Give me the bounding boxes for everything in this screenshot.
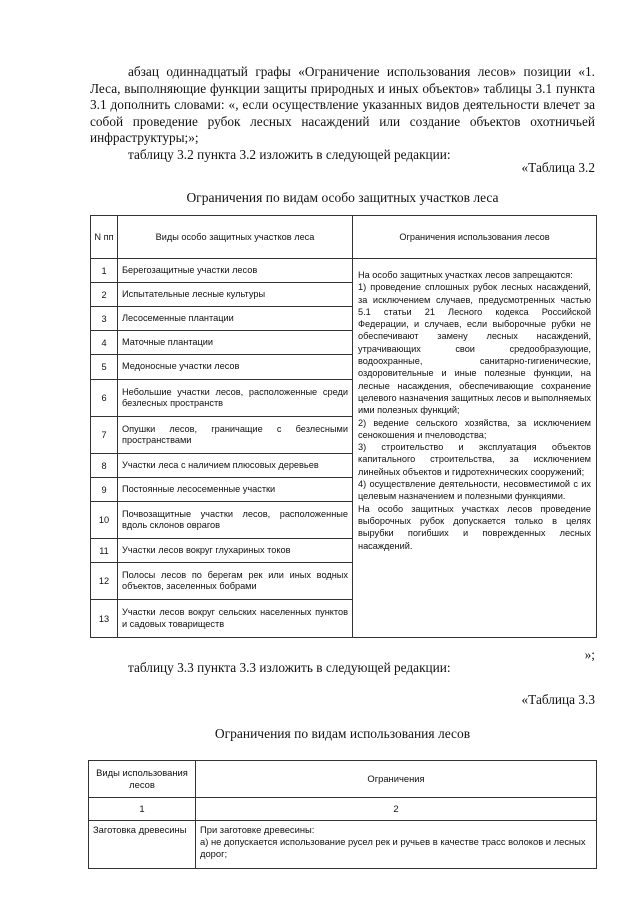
row-kind: Опушки лесов, граничащие с безлесными пространствами <box>118 417 353 454</box>
row-kind: Участки леса с наличием плюсовых деревьев <box>118 454 353 478</box>
row-number: 6 <box>91 380 118 417</box>
table-row <box>89 821 597 869</box>
table-3-2 <box>90 215 597 638</box>
row-number: 9 <box>91 478 118 502</box>
row-number: 10 <box>91 502 118 539</box>
row-kind: Постоянные лесосеменные участки <box>118 478 353 502</box>
restrictions-intro: При заготовке древесины: <box>200 824 315 835</box>
restrictions-text: 3) строительство и эксплуатация объектов капитального строительства, за исключением линейных объектов и гидротехнических сооружений; <box>358 442 591 477</box>
row-number: 1 <box>91 259 118 283</box>
column-number-row <box>89 798 597 821</box>
row-usage-kind: Заготовка древесины <box>89 821 196 869</box>
column-number: 1 <box>89 798 196 821</box>
row-kind: Участки лесов вокруг сельских населенных пунктов и садовых товариществ <box>118 600 353 638</box>
row-kind: Берегозащитные участки лесов <box>118 259 353 283</box>
restrictions-text: На особо защитных участках лесов запрещаются: <box>358 270 573 280</box>
intro-paragraph-2: таблицу 3.2 пункта 3.2 изложить в следующей редакции: <box>128 147 451 162</box>
header-usage-kind: Виды использования лесов <box>89 761 196 798</box>
restrictions-item: а) не допускается использование русел рек и ручьев в качестве трасс волоков и лесных дорог; <box>200 836 586 859</box>
row-number: 3 <box>91 307 118 331</box>
section-3-3-paragraph: таблицу 3.3 пункта 3.3 изложить в следующей редакции: <box>128 660 451 675</box>
row-number: 7 <box>91 417 118 454</box>
row-number: 4 <box>91 331 118 355</box>
row-kind: Маточные плантации <box>118 331 353 355</box>
header-restrictions: Ограничения <box>196 761 597 798</box>
row-number: 8 <box>91 454 118 478</box>
table-row <box>91 259 597 283</box>
row-kind: Медоносные участки лесов <box>118 355 353 380</box>
intro-paragraph: абзац одиннадцатый графы «Ограничение использования лесов» позиции «1. Леса, выполняющие функции защиты природных и иных объектов» таблицы 3.1 пункта 3.1 дополнить словами: «, если осуществление указанных видов деятельности влечет за собой проведение рубок лесных насаждений или создание объектов охотничьей инфраструктуры;»; <box>90 64 595 146</box>
row-number: 5 <box>91 355 118 380</box>
table-3-2-title: Ограничения по видам особо защитных участков леса <box>186 190 499 205</box>
row-kind: Участки лесов вокруг глухариных токов <box>118 539 353 563</box>
row-number: 2 <box>91 283 118 307</box>
row-number: 11 <box>91 539 118 563</box>
header-number: N пп <box>91 216 118 259</box>
table-3-3-label: «Таблица 3.3 <box>521 692 595 707</box>
row-number: 12 <box>91 563 118 600</box>
column-number: 2 <box>196 798 597 821</box>
header-restrictions: Ограничения использования лесов <box>353 216 597 259</box>
restrictions-text: 1) проведение сплошных рубок лесных насаждений, за исключением случаев, предусмотренных частью 5.1 статьи 21 Лесного кодекса Российской Федерации, и случаев, если выборочные рубки не обеспечивают замену лесных насаждений, утрачивающих свои средообразующие, водоохранные, санитарно-гигиенические, оздоровительные и иные полезные функции, на лесные насаждения, обеспечивающие сохранение целевого назначения защитных лесов и выполняемых ими полезных функций; <box>358 282 591 416</box>
row-kind: Почвозащитные участки лесов, расположенные вдоль склонов оврагов <box>118 502 353 539</box>
header-kind: Виды особо защитных участков леса <box>118 216 353 259</box>
row-number: 13 <box>91 600 118 638</box>
table-3-2-closing: »; <box>584 647 595 662</box>
row-kind: Лесосеменные плантации <box>118 307 353 331</box>
restrictions-text: 4) осуществление деятельности, несовместимой с их целевым назначением и полезными функциями. <box>358 479 591 502</box>
row-kind: Полосы лесов по берегам рек или иных водных объектов, заселенных бобрами <box>118 563 353 600</box>
row-kind: Испытательные лесные культуры <box>118 283 353 307</box>
row-kind: Небольшие участки лесов, расположенные среди безлесных пространств <box>118 380 353 417</box>
table-header-row <box>91 216 597 259</box>
restrictions-text: На особо защитных участках лесов проведение выборочных рубок допускается только в целях вырубки погибших и поврежденных лесных насаждений. <box>358 503 591 551</box>
row-restrictions <box>196 821 597 869</box>
table-header-row <box>89 761 597 798</box>
table-3-3-title: Ограничения по видам использования лесов <box>214 726 471 741</box>
table-3-3 <box>88 760 597 869</box>
table-3-2-label: «Таблица 3.2 <box>521 160 595 175</box>
restrictions-text: 2) ведение сельского хозяйства, за исключением сенокошения и пчеловодства; <box>358 417 591 440</box>
restrictions-cell <box>353 259 597 638</box>
